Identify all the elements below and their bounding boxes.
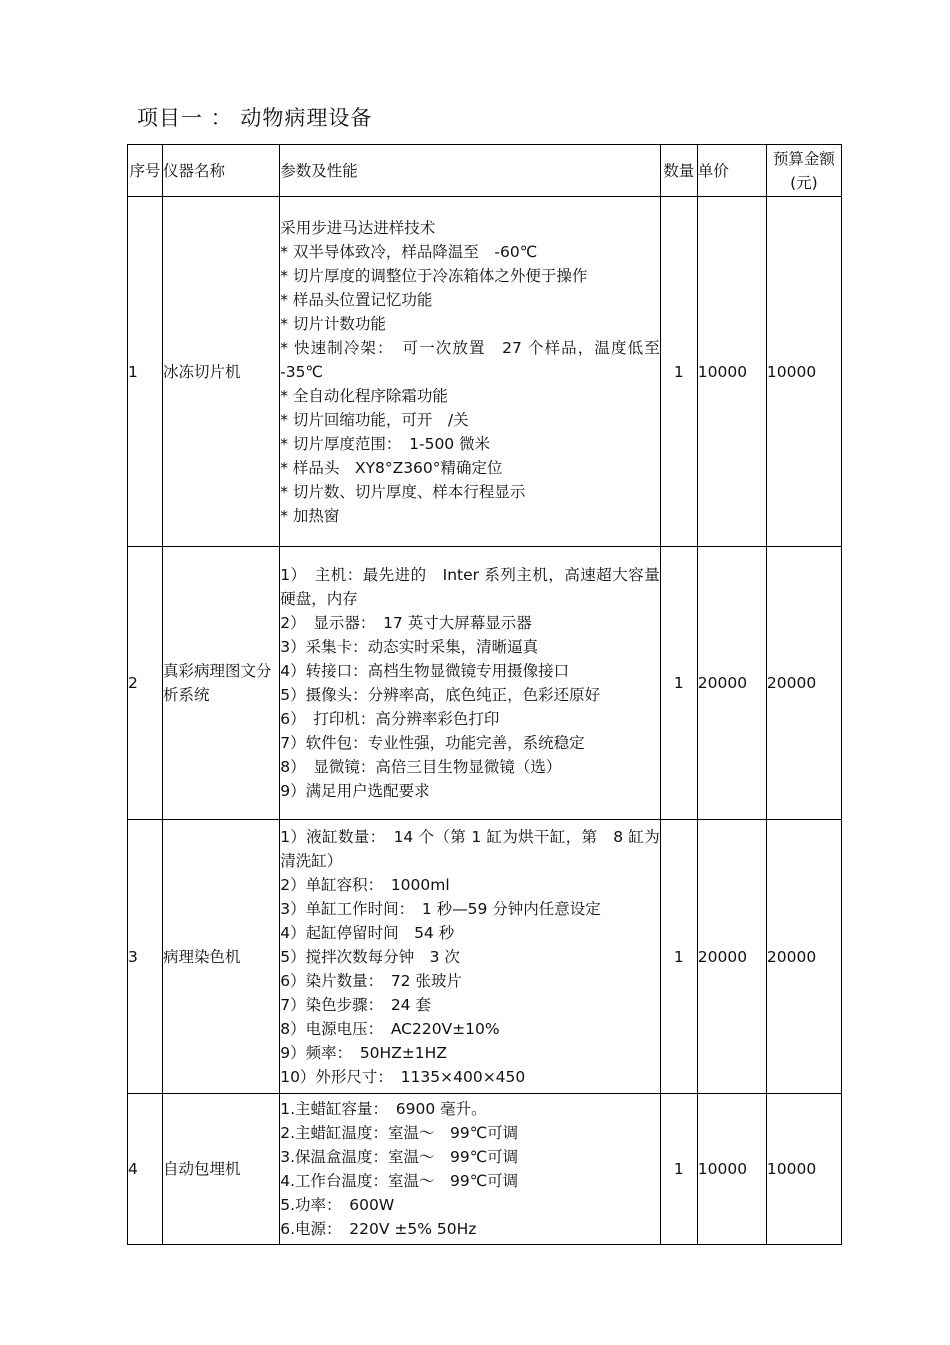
spec-line: 8）电源电压： AC220V±10% — [280, 1019, 500, 1038]
row-no: 1 — [128, 197, 163, 547]
spec-line: * 样品头位置记忆功能 — [280, 290, 433, 309]
header-name: 仪器名称 — [163, 145, 280, 197]
spec-line: 1.主蜡缸容量： 6900 毫升。 — [280, 1100, 487, 1118]
row-price: 20000 — [697, 820, 766, 1094]
spec-line: 6.电源： 220V ±5% 50Hz — [280, 1220, 477, 1238]
spec-line: 3）采集卡：动态实时采集，清晰逼真 — [280, 638, 539, 656]
spec-line: 4）起缸停留时间 54 秒 — [280, 923, 455, 942]
spec-line: 7）染色步骤： 24 套 — [280, 995, 431, 1014]
row-price: 10000 — [697, 197, 766, 547]
spec-line: 1） 主机：最先进的 Inter 系列主机，高速超大容量硬盘，内存 — [280, 566, 660, 608]
spec-line: 9）满足用户选配要求 — [280, 782, 430, 800]
spec-line: 2） 显示器： 17 英寸大屏幕显示器 — [280, 614, 532, 632]
row-qty: 1 — [660, 1094, 697, 1245]
spec-line: 7）软件包：专业性强，功能完善，系统稳定 — [280, 734, 585, 752]
spec-line: * 样品头 XY8°Z360°精确定位 — [280, 458, 503, 477]
header-budget: 预算金额(元) — [766, 145, 841, 197]
row-no: 4 — [128, 1094, 163, 1245]
row-budget: 10000 — [766, 197, 841, 547]
row-budget: 20000 — [766, 547, 841, 820]
header-no: 序号 — [128, 145, 163, 197]
header-qty: 数量 — [660, 145, 697, 197]
spec-line: * 切片计数功能 — [280, 314, 386, 333]
spec-line: 9）频率： 50HZ±1HZ — [280, 1043, 447, 1062]
row-no: 2 — [128, 547, 163, 820]
document-title: 项目一 ： 动物病理设备 — [137, 106, 373, 130]
row-budget: 20000 — [766, 820, 841, 1094]
row-price: 20000 — [697, 547, 766, 820]
header-spec: 参数及性能 — [280, 145, 661, 197]
spec-line: 6） 打印机：高分辨率彩色打印 — [280, 710, 500, 728]
spec-line: 6）染片数量： 72 张玻片 — [280, 971, 462, 990]
table-header-row — [128, 145, 842, 197]
spec-line: * 加热窗 — [280, 506, 340, 525]
row-qty: 1 — [660, 547, 697, 820]
row-spec — [280, 197, 661, 547]
spec-line: * 切片厚度的调整位于冷冻箱体之外便于操作 — [280, 266, 588, 285]
spec-line: 8） 显微镜：高倍三目生物显微镜（选） — [280, 758, 562, 776]
row-name: 真彩病理图文分析系统 — [163, 547, 280, 820]
spec-line: 5）搅拌次数每分钟 3 次 — [280, 947, 460, 966]
row-name: 冰冻切片机 — [163, 197, 280, 547]
row-spec — [280, 547, 661, 820]
equipment-table — [127, 144, 842, 1245]
row-spec — [280, 820, 661, 1094]
row-qty: 1 — [660, 197, 697, 547]
table-row — [128, 197, 842, 547]
header-price: 单价 — [697, 145, 766, 197]
row-name: 病理染色机 — [163, 820, 280, 1094]
spec-line: * 全自动化程序除霜功能 — [280, 386, 448, 405]
row-no: 3 — [128, 820, 163, 1094]
table-row — [128, 820, 842, 1094]
row-budget: 10000 — [766, 1094, 841, 1245]
spec-line: 3）单缸工作时间： 1 秒—59 分钟内任意设定 — [280, 899, 601, 918]
spec-line: 4.工作台温度：室温～ 99℃可调 — [280, 1172, 519, 1190]
spec-line: * 切片回缩功能，可开 /关 — [280, 410, 469, 429]
spec-line: 10）外形尺寸： 1135×400×450 — [280, 1067, 526, 1086]
spec-line: 2）单缸容积： 1000ml — [280, 875, 450, 894]
spec-line: * 切片数、切片厚度、样本行程显示 — [280, 482, 526, 501]
table-row — [128, 547, 842, 820]
spec-line: 2.主蜡缸温度：室温～ 99℃可调 — [280, 1124, 519, 1142]
table-row — [128, 1094, 842, 1245]
row-spec — [280, 1094, 661, 1245]
row-price: 10000 — [697, 1094, 766, 1245]
row-name: 自动包埋机 — [163, 1094, 280, 1245]
spec-line: 5.功率： 600W — [280, 1196, 395, 1214]
spec-line: * 双半导体致冷，样品降温至 -60℃ — [280, 242, 538, 261]
spec-line: 采用步进马达进样技术 — [280, 218, 436, 237]
spec-line: * 切片厚度范围： 1-500 微米 — [280, 434, 491, 453]
spec-line: 3.保温盒温度：室温～ 99℃可调 — [280, 1148, 519, 1166]
row-qty: 1 — [660, 820, 697, 1094]
spec-line: 5）摄像头：分辨率高，底色纯正，色彩还原好 — [280, 686, 601, 704]
spec-line: 4）转接口：高档生物显微镜专用摄像接口 — [280, 662, 570, 680]
spec-line: * 快速制冷架： 可一次放置 27 个样品，温度低至 -35℃ — [280, 338, 660, 381]
spec-line: 1）液缸数量： 14 个（第 1 缸为烘干缸，第 8 缸为清洗缸） — [280, 827, 660, 870]
